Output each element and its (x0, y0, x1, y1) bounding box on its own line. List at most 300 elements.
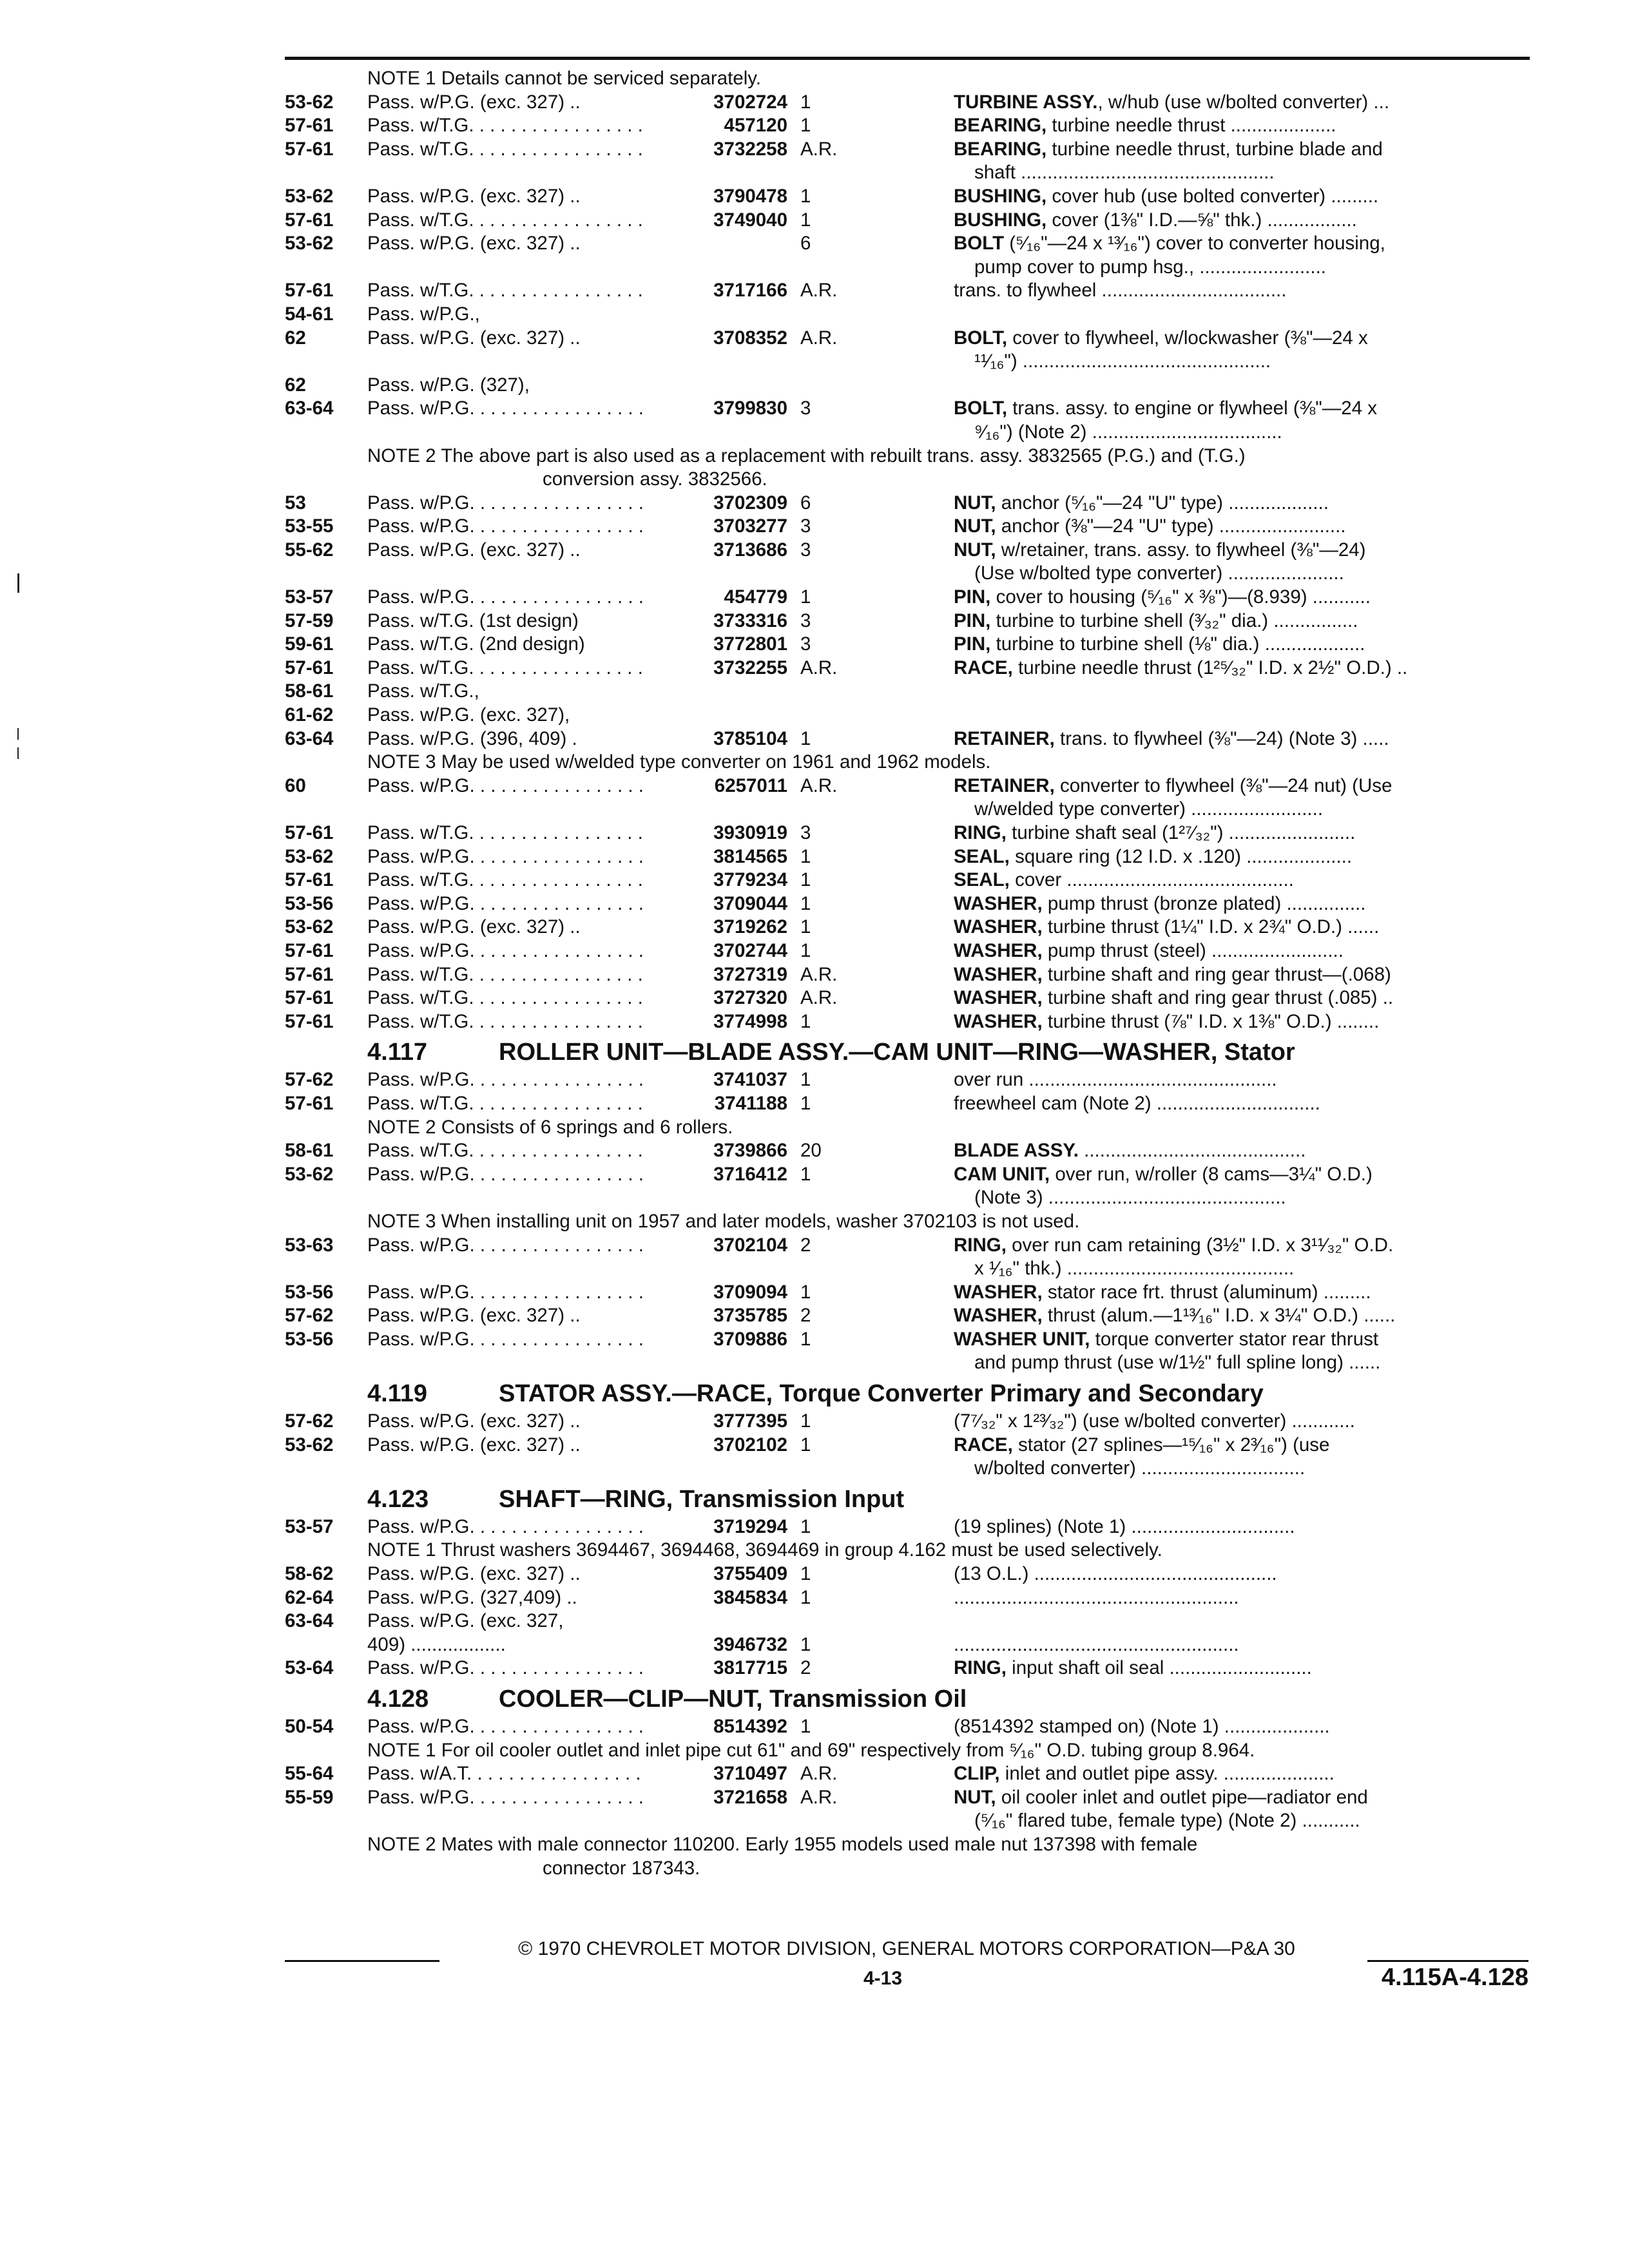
part-detail: cover to flywheel, w/lockwasher (⅜"—24 x (1007, 327, 1368, 349)
quantity: 1 (800, 1434, 811, 1456)
part-name: RING, (954, 1657, 1007, 1679)
application: Pass. w/P.G., (367, 303, 480, 325)
model-years: 55-64 (285, 1763, 334, 1785)
application: Pass. w/P.G. (396, 409) . (367, 727, 577, 749)
part-row (285, 986, 1528, 1010)
note-text: NOTE 2 Consists of 6 springs and 6 rollers. (367, 1116, 733, 1138)
part-description (954, 1092, 1528, 1116)
part-detail: cover hub (use bolted converter) ......... (1046, 185, 1379, 207)
model-years: 57-61 (285, 1092, 334, 1114)
part-number: 3719294 (713, 1515, 787, 1537)
model-years: 53-57 (285, 586, 334, 608)
part-description (954, 1786, 1528, 1810)
part-detail: thrust (alum.—1¹³⁄₁₆" I.D. x 3¼" O.D.) ...... (1042, 1305, 1396, 1327)
description-continuation (285, 1351, 1528, 1375)
application: Pass. w/P.G. (exc. 327) .. (367, 1563, 581, 1585)
part-number: 3814565 (713, 845, 787, 867)
quantity: 1 (800, 1515, 811, 1537)
part-name: WASHER, (954, 892, 1043, 914)
application: Pass. w/T.G. . . . (367, 209, 644, 233)
part-name: BUSHING, (954, 185, 1047, 207)
part-description (954, 774, 1528, 798)
application: Pass. w/P.G. . . . (367, 1657, 644, 1680)
application: Pass. w/T.G. . . . (367, 1010, 644, 1034)
application: Pass. w/P.G. (exc. 327) .. (367, 91, 581, 113)
part-detail: over run ............................................... (954, 1069, 1277, 1091)
part-name: SEAL, (954, 869, 1010, 891)
part-description (954, 1586, 1528, 1610)
application: Pass. w/T.G. (1st design) (367, 610, 579, 631)
part-number: 3735785 (713, 1305, 787, 1327)
note-line (285, 1739, 1528, 1763)
quantity: 1 (800, 1586, 811, 1608)
model-years: 53-55 (285, 515, 334, 537)
description-text: (Note 3) ............................................. (974, 1187, 1286, 1209)
part-row (285, 845, 1528, 869)
part-row (285, 185, 1528, 209)
part-number: 3708352 (713, 327, 787, 349)
model-years: 63-64 (285, 398, 334, 419)
quantity: 3 (800, 398, 811, 419)
quantity: 2 (800, 1234, 811, 1256)
description-continuation (285, 350, 1528, 374)
part-name: BEARING, (954, 138, 1047, 160)
description-text: shaft ................................................ (974, 162, 1275, 184)
part-description (954, 986, 1528, 1010)
part-detail: inlet and outlet pipe assy. ..................... (999, 1763, 1335, 1785)
part-row (285, 303, 1528, 327)
section-number: 4.123 (367, 1485, 429, 1513)
part-description (954, 1762, 1528, 1786)
part-number: 3716412 (713, 1163, 787, 1185)
part-name: WASHER, (954, 987, 1043, 1009)
part-row (285, 1234, 1528, 1258)
model-years: 53-56 (285, 1281, 334, 1303)
part-row (285, 963, 1528, 987)
model-years: 53-62 (285, 1434, 334, 1456)
part-detail: turbine shaft seal (1²⁷⁄₃₂") ........................ (1006, 822, 1356, 843)
part-row (285, 586, 1528, 610)
quantity: 1 (800, 1328, 811, 1350)
part-number: 3710497 (713, 1763, 787, 1785)
part-detail: converter to flywheel (⅜"—24 nut) (Use (1054, 774, 1393, 796)
part-detail: freewheel cam (Note 2) ............................... (954, 1092, 1320, 1114)
part-row (285, 1515, 1528, 1539)
section-number: 4.128 (367, 1686, 429, 1713)
part-name: WASHER, (954, 1305, 1043, 1327)
parts-list (285, 67, 1528, 1880)
part-detail: pump thrust (bronze plated) ............... (1042, 892, 1366, 914)
application: Pass. w/T.G. . . . (367, 657, 644, 680)
description-continuation (285, 798, 1528, 822)
part-row (285, 1092, 1528, 1116)
part-name: PIN, (954, 586, 991, 608)
part-name: CLIP, (954, 1763, 1000, 1785)
note-line (285, 1833, 1528, 1857)
quantity: A.R. (800, 963, 838, 985)
application: Pass. w/P.G. (exc. 327) .. (367, 1434, 581, 1456)
part-number: 3817715 (713, 1657, 787, 1679)
part-description (954, 327, 1528, 351)
quantity: 1 (800, 939, 811, 961)
quantity: 1 (800, 115, 811, 137)
quantity: 3 (800, 539, 811, 561)
part-description (954, 1281, 1528, 1305)
quantity: 3 (800, 515, 811, 537)
scan-mark (17, 573, 19, 593)
part-detail: turbine shaft and ring gear thrust—(.068) (1042, 963, 1391, 985)
note-text: connector 187343. (543, 1857, 700, 1879)
part-row (285, 1657, 1528, 1680)
part-detail: turbine shaft and ring gear thrust (.085) .. (1042, 987, 1394, 1009)
model-years: 57-61 (285, 963, 334, 985)
part-name: SEAL, (954, 845, 1010, 867)
section-heading (285, 1683, 1528, 1715)
quantity: 1 (800, 91, 811, 113)
part-name: TURBINE ASSY. (954, 91, 1098, 113)
part-description (954, 610, 1528, 633)
quantity: 6 (800, 233, 811, 255)
description-text: ¹¹⁄₁₆") ............................................... (974, 351, 1271, 372)
part-number: 3777395 (713, 1410, 787, 1432)
application: Pass. w/P.G. (exc. 327), (367, 704, 570, 726)
model-years: 55-62 (285, 539, 334, 561)
application: Pass. w/P.G. . . . (367, 1281, 644, 1305)
quantity: A.R. (800, 327, 838, 349)
part-detail: turbine thrust (⅞" I.D. x 1⅜" O.D.) ........ (1042, 1010, 1380, 1032)
part-description (954, 892, 1528, 916)
quantity: 6 (800, 492, 811, 514)
part-row (285, 1281, 1528, 1305)
note-text: NOTE 1 Thrust washers 3694467, 3694468, 3694469 in group 4.162 must be used selectively. (367, 1539, 1162, 1561)
part-number: 3702724 (713, 91, 787, 113)
part-description (954, 114, 1528, 138)
note-line (285, 468, 1528, 492)
part-detail: , w/hub (use w/bolted converter) ... (1097, 91, 1390, 113)
note-line (285, 67, 1528, 91)
part-row (285, 327, 1528, 351)
part-description (954, 1562, 1528, 1586)
part-row (285, 232, 1528, 256)
part-description (954, 209, 1528, 233)
description-text: and pump thrust (use w/1½" full spline long) ...... (974, 1352, 1381, 1374)
part-description (954, 515, 1528, 539)
part-row (285, 822, 1528, 845)
scan-mark (17, 747, 19, 759)
model-years: 53-56 (285, 1328, 334, 1350)
part-row (285, 1586, 1528, 1610)
part-name: RACE, (954, 657, 1013, 678)
part-number: 3703277 (713, 515, 787, 537)
part-number: 8514392 (713, 1716, 787, 1737)
model-years: 58-62 (285, 1563, 334, 1585)
description-continuation (285, 1186, 1528, 1210)
part-detail: (7⁷⁄₃₂" x 1²³⁄₃₂") (use w/bolted converter) ............ (954, 1410, 1355, 1432)
model-years: 62 (285, 374, 306, 396)
model-years: 58-61 (285, 680, 334, 702)
model-years: 57-62 (285, 1410, 334, 1432)
part-number: 6257011 (714, 774, 787, 796)
part-name: RETAINER, (954, 727, 1055, 749)
part-detail: anchor (⁵⁄₁₆"—24 "U" type) ................... (996, 492, 1329, 514)
model-years: 57-61 (285, 657, 334, 678)
section-number: 4.119 (367, 1380, 427, 1408)
description-text: (Use w/bolted type converter) ...................... (974, 562, 1344, 584)
quantity: A.R. (800, 987, 838, 1009)
part-row (285, 633, 1528, 657)
section-title: COOLER—CLIP—NUT, Transmission Oil (499, 1686, 967, 1713)
part-description (954, 492, 1528, 515)
model-years: 54-61 (285, 303, 334, 325)
model-years: 53-62 (285, 185, 334, 207)
application: Pass. w/P.G. (327), (367, 374, 530, 396)
part-number: 3709886 (713, 1328, 787, 1350)
part-row (285, 1068, 1528, 1092)
part-row (285, 657, 1528, 680)
part-description (954, 91, 1528, 115)
model-years: 57-61 (285, 1010, 334, 1032)
part-number: 3709044 (713, 892, 787, 914)
description-continuation (285, 1809, 1528, 1833)
model-years: 58-61 (285, 1140, 334, 1162)
note-text: NOTE 2 Mates with male connector 110200. Early 1955 models used male nut 137398 with female (367, 1833, 1198, 1855)
quantity: 3 (800, 610, 811, 631)
part-detail: ...................................................... (954, 1586, 1239, 1608)
application: Pass. w/P.G. . . . (367, 1715, 644, 1739)
part-detail: trans. assy. to engine or flywheel (⅜"—24 x (1007, 398, 1377, 419)
section-heading (285, 1378, 1528, 1410)
part-detail: turbine needle thrust (1²⁵⁄₃₂" I.D. x 2½" O.D.) .. (1012, 657, 1408, 678)
part-detail: trans. to flywheel ................................... (954, 280, 1287, 302)
part-number: 3749040 (713, 209, 787, 231)
part-row (285, 1633, 1528, 1657)
part-number: 3721658 (713, 1786, 787, 1808)
model-years: 63-64 (285, 727, 334, 749)
application: Pass. w/T.G. . . . (367, 822, 644, 845)
part-description (954, 586, 1528, 610)
part-row (285, 492, 1528, 515)
quantity: 3 (800, 633, 811, 655)
part-name: RING, (954, 822, 1007, 843)
part-detail: stator race frt. thrust (aluminum) ......... (1042, 1281, 1371, 1303)
part-detail: oil cooler inlet and outlet pipe—radiator end (996, 1786, 1368, 1808)
quantity: 1 (800, 1163, 811, 1185)
quantity: A.R. (800, 138, 838, 160)
application: Pass. w/P.G. (exc. 327) .. (367, 327, 581, 349)
part-number: 3713686 (713, 539, 787, 561)
part-detail: turbine needle thrust, turbine blade and (1046, 138, 1383, 160)
quantity: 1 (800, 1563, 811, 1585)
note-text: NOTE 1 Details cannot be serviced separately. (367, 68, 762, 89)
application: Pass. w/P.G. . . . (367, 774, 644, 798)
part-number: 3741037 (713, 1069, 787, 1091)
part-detail: turbine to turbine shell (⅛" dia.) ................... (990, 633, 1365, 655)
part-detail: turbine to turbine shell (³⁄₃₂" dia.) ................ (990, 610, 1358, 631)
application: Pass. w/P.G. (exc. 327) .. (367, 1305, 581, 1327)
page-number: 4-13 (863, 1968, 903, 1989)
part-number: 3774998 (713, 1010, 787, 1032)
part-row (285, 539, 1528, 562)
part-number: 3739866 (713, 1140, 787, 1162)
part-number: 3702309 (713, 492, 787, 514)
part-detail: w/retainer, trans. assy. to flywheel (⅜"—24) (996, 539, 1366, 561)
model-years: 57-59 (285, 610, 334, 631)
note-text: NOTE 2 The above part is also used as a replacement with rebuilt trans. assy. 3832565 (P.G.) and (T.G.) (367, 445, 1246, 466)
part-row (285, 939, 1528, 963)
section-title: ROLLER UNIT—BLADE ASSY.—CAM UNIT—RING—WASHER, Stator (499, 1039, 1295, 1066)
note-line (285, 1857, 1528, 1881)
model-years: 53-62 (285, 233, 334, 255)
application: Pass. w/T.G. . . . (367, 1139, 644, 1163)
model-years: 53-62 (285, 91, 334, 113)
part-detail: (13 O.L.) .............................................. (954, 1563, 1277, 1585)
part-description (954, 1139, 1528, 1163)
part-description (954, 1068, 1528, 1092)
quantity: 1 (800, 1716, 811, 1737)
part-name: NUT, (954, 515, 996, 537)
section-heading (285, 1483, 1528, 1515)
part-number: 3733316 (713, 610, 787, 631)
part-description (954, 727, 1528, 751)
part-description (954, 1328, 1528, 1352)
model-years: 57-62 (285, 1305, 334, 1327)
part-description (954, 939, 1528, 963)
model-years: 53-56 (285, 892, 334, 914)
application: Pass. w/P.G. . . . (367, 492, 644, 515)
part-number: 3727319 (713, 963, 787, 985)
description-continuation (285, 1257, 1528, 1281)
application: Pass. w/P.G. (exc. 327) .. (367, 1410, 581, 1432)
part-name: BUSHING, (954, 209, 1047, 231)
description-text: (⁵⁄₁₆" flared tube, female type) (Note 2) ........... (974, 1810, 1360, 1832)
part-row (285, 1328, 1528, 1352)
part-number: 3727320 (713, 987, 787, 1009)
model-years: 57-61 (285, 869, 334, 891)
part-number: 3702102 (713, 1434, 787, 1456)
application: Pass. w/P.G. (exc. 327) .. (367, 185, 581, 207)
part-row (285, 869, 1528, 892)
part-name: BEARING, (954, 115, 1047, 137)
quantity: 1 (800, 892, 811, 914)
part-detail: over run cam retaining (3½" I.D. x 3¹¹⁄₃₂" O.D. (1006, 1234, 1394, 1256)
part-row (285, 892, 1528, 916)
model-years: 50-54 (285, 1716, 334, 1737)
quantity: A.R. (800, 1786, 838, 1808)
application: Pass. w/P.G. . . . (367, 1163, 644, 1187)
part-number: 3717166 (713, 280, 787, 302)
model-years: 57-61 (285, 138, 334, 160)
application: Pass. w/T.G. . . . (367, 114, 644, 138)
quantity: 20 (800, 1140, 822, 1162)
model-years: 60 (285, 774, 306, 796)
quantity: 2 (800, 1657, 811, 1679)
application: Pass. w/T.G. . . . (367, 279, 644, 303)
part-name: WASHER, (954, 939, 1043, 961)
part-description (954, 1234, 1528, 1258)
quantity: 1 (800, 1633, 811, 1655)
application: Pass. w/P.G. . . . (367, 1234, 644, 1258)
description-continuation (285, 161, 1528, 185)
application: Pass. w/P.G. . . . (367, 515, 644, 539)
part-detail: ...................................................... (954, 1633, 1239, 1655)
application: Pass. w/T.G. . . . (367, 1092, 644, 1116)
part-number: 3930919 (713, 822, 787, 843)
quantity: 1 (800, 586, 811, 608)
application: Pass. w/P.G. . . . (367, 1068, 644, 1092)
application: Pass. w/P.G. . . . (367, 939, 644, 963)
part-name: NUT, (954, 539, 996, 561)
part-row (285, 1163, 1528, 1187)
part-number: 3719262 (713, 916, 787, 938)
model-years: 53-62 (285, 916, 334, 938)
model-years: 61-62 (285, 704, 334, 726)
description-continuation (285, 421, 1528, 445)
model-years: 53-57 (285, 1515, 334, 1537)
application: Pass. w/T.G. . . . (367, 869, 644, 892)
part-name: WASHER, (954, 916, 1043, 938)
application: Pass. w/T.G. (2nd design) (367, 633, 585, 655)
part-description (954, 1410, 1528, 1434)
model-years: 53-62 (285, 845, 334, 867)
part-description (954, 1434, 1528, 1457)
application: Pass. w/P.G. . . . (367, 397, 644, 421)
note-text: NOTE 1 For oil cooler outlet and inlet pipe cut 61" and 69" respectively from ⁵⁄₁₆" O.D. tubing group 8.964. (367, 1739, 1255, 1761)
part-detail: torque converter stator rear thrust (1090, 1328, 1379, 1350)
part-name: BLADE ASSY. (954, 1140, 1079, 1162)
part-description (954, 539, 1528, 562)
footer-rule-right (1367, 1960, 1528, 1962)
model-years: 63-64 (285, 1610, 334, 1632)
part-detail: input shaft oil seal ........................... (1006, 1657, 1312, 1679)
part-description (954, 963, 1528, 987)
quantity: 1 (800, 185, 811, 207)
application: Pass. w/P.G. . . . (367, 892, 644, 916)
model-years: 59-61 (285, 633, 334, 655)
part-number: 3799830 (713, 398, 787, 419)
part-detail: turbine needle thrust .................... (1046, 115, 1336, 137)
part-description (954, 1657, 1528, 1680)
part-name: RACE, (954, 1434, 1013, 1456)
part-detail: cover ........................................... (1009, 869, 1294, 891)
part-row (285, 1304, 1528, 1328)
part-row (285, 774, 1528, 798)
model-years: 53-62 (285, 1163, 334, 1185)
part-detail: .......................................... (1078, 1140, 1306, 1162)
model-years: 57-61 (285, 939, 334, 961)
part-number: 3732258 (713, 138, 787, 160)
part-number: 3946732 (713, 1633, 787, 1655)
quantity: 1 (800, 727, 811, 749)
model-years: 53-63 (285, 1234, 334, 1256)
part-name: WASHER, (954, 1281, 1043, 1303)
footer-rule-left (285, 1960, 439, 1962)
quantity: A.R. (800, 657, 838, 678)
note-line (285, 751, 1528, 774)
part-detail: anchor (⅜"—24 "U" type) ........................ (996, 515, 1346, 537)
part-detail: (19 splines) (Note 1) ............................... (954, 1515, 1295, 1537)
note-line (285, 1116, 1528, 1140)
part-row (285, 1786, 1528, 1810)
part-detail: pump thrust (steel) ......................... (1042, 939, 1344, 961)
application: Pass. w/P.G. (exc. 327) .. (367, 233, 581, 255)
part-description (954, 633, 1528, 657)
part-number: 3741188 (714, 1092, 787, 1114)
part-row (285, 114, 1528, 138)
quantity: 1 (800, 1410, 811, 1432)
part-row (285, 704, 1528, 727)
part-description (954, 232, 1528, 256)
part-description (954, 869, 1528, 892)
